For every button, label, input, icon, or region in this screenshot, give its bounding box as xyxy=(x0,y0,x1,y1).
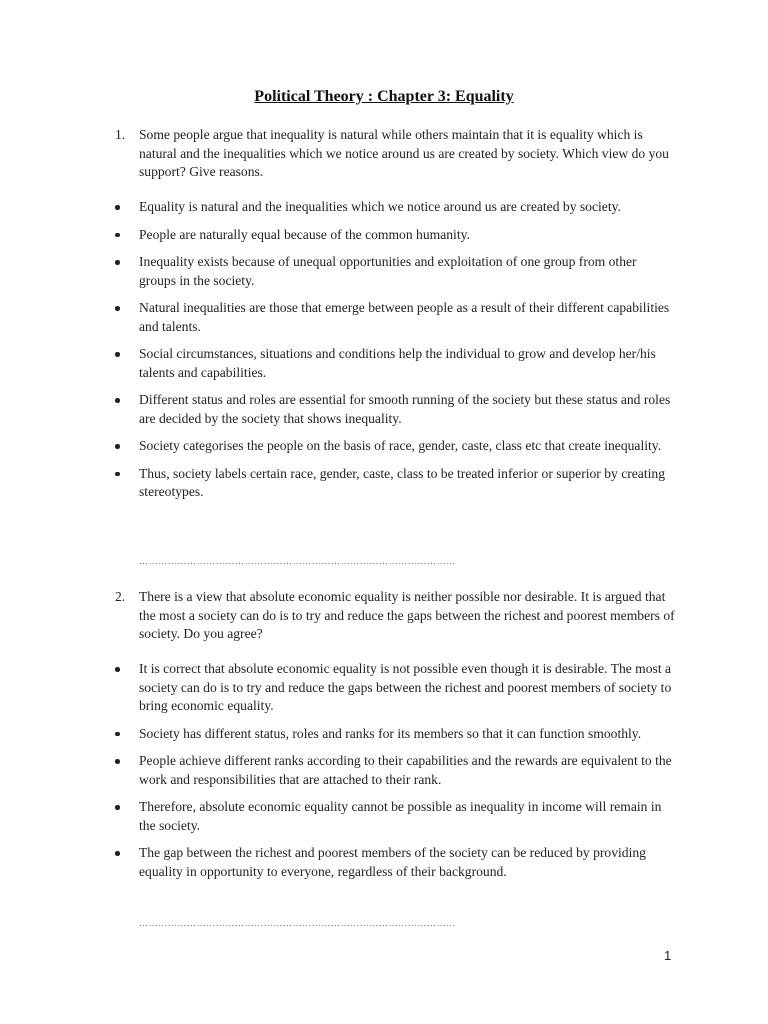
list-item xyxy=(115,844,675,881)
answer-text: Society has different status, roles and ranks for its members so that it can function smoothly. xyxy=(139,725,642,741)
answer-text: Therefore, absolute economic equality cannot be possible as inequality in income will remain in the society. xyxy=(139,799,662,833)
question-1 xyxy=(115,126,675,182)
list-item xyxy=(115,391,675,428)
list-item xyxy=(115,465,675,502)
list-item xyxy=(115,752,675,789)
bullet-icon xyxy=(115,233,120,238)
answer-text: Thus, society labels certain race, gender, caste, class to be treated inferior or superior by creating stereotypes. xyxy=(139,465,665,499)
list-item xyxy=(115,345,675,382)
list-item xyxy=(115,798,675,835)
answer-text: It is correct that absolute economic equality is not possible even though it is desirable. The most a society can do is to try and reduce the gaps between the richest and poorest members of society to bring economic equality. xyxy=(139,661,672,713)
bullet-icon xyxy=(115,759,120,764)
list-item xyxy=(115,437,675,456)
answer-text: Different status and roles are essential for smooth running of the society but these status and roles are decided by the society that shows inequality. xyxy=(139,392,671,426)
answer-text: Social circumstances, situations and conditions help the individual to grow and develop her/his talents and capabilities. xyxy=(139,346,656,380)
question-text: There is a view that absolute economic equality is neither possible nor desirable. It is argued that the most a society can do is to try and reduce the gaps between the richest and poorest members of society. Do you agree? xyxy=(139,589,675,641)
bullet-icon xyxy=(115,851,120,856)
answer-list-1 xyxy=(115,198,675,511)
page-title: Political Theory : Chapter 3: Equality xyxy=(254,88,514,105)
dotted-separator: ……………………………………………………………………………………… xyxy=(139,556,456,566)
bullet-icon xyxy=(115,352,120,357)
list-item xyxy=(115,299,675,336)
bullet-icon xyxy=(115,306,120,311)
bullet-icon xyxy=(115,472,120,477)
list-item xyxy=(115,725,675,744)
bullet-icon xyxy=(115,205,120,210)
answer-text: Inequality exists because of unequal opportunities and exploitation of one group from other groups in the society. xyxy=(139,254,637,288)
list-item xyxy=(115,198,675,217)
answer-list-2 xyxy=(115,660,675,890)
question-text: Some people argue that inequality is natural while others maintain that it is equality which is natural and the inequalities which we notice around us are created by society. Which view do you support? Give reasons. xyxy=(139,127,669,179)
bullet-icon xyxy=(115,260,120,265)
answer-text: People achieve different ranks according to their capabilities and the rewards are equivalent to the work and responsibilities that are attached to their rank. xyxy=(139,753,672,787)
answer-text: The gap between the richest and poorest members of the society can be reduced by providing equality in opportunity to everyone, regardless of their background. xyxy=(139,845,646,879)
list-item xyxy=(115,660,675,716)
list-item xyxy=(115,253,675,290)
question-number: 2. xyxy=(115,589,126,604)
answer-text: People are naturally equal because of the common humanity. xyxy=(139,226,470,242)
bullet-icon xyxy=(115,444,120,449)
bullet-icon xyxy=(115,805,120,810)
bullet-icon xyxy=(115,667,120,672)
question-number: 1. xyxy=(115,127,126,142)
question-2 xyxy=(115,588,675,644)
answer-text: Equality is natural and the inequalities which we notice around us are created by society. xyxy=(139,199,621,214)
bullet-icon xyxy=(115,398,120,403)
dotted-separator: ……………………………………………………………………………………… xyxy=(139,918,456,928)
page-number: 1 xyxy=(664,948,672,963)
bullet-icon xyxy=(115,732,120,737)
answer-text: Society categorises the people on the basis of race, gender, caste, class etc that create inequality. xyxy=(139,438,662,453)
list-item xyxy=(115,226,675,245)
answer-text: Natural inequalities are those that emerge between people as a result of their different capabilities and talents. xyxy=(139,300,670,334)
